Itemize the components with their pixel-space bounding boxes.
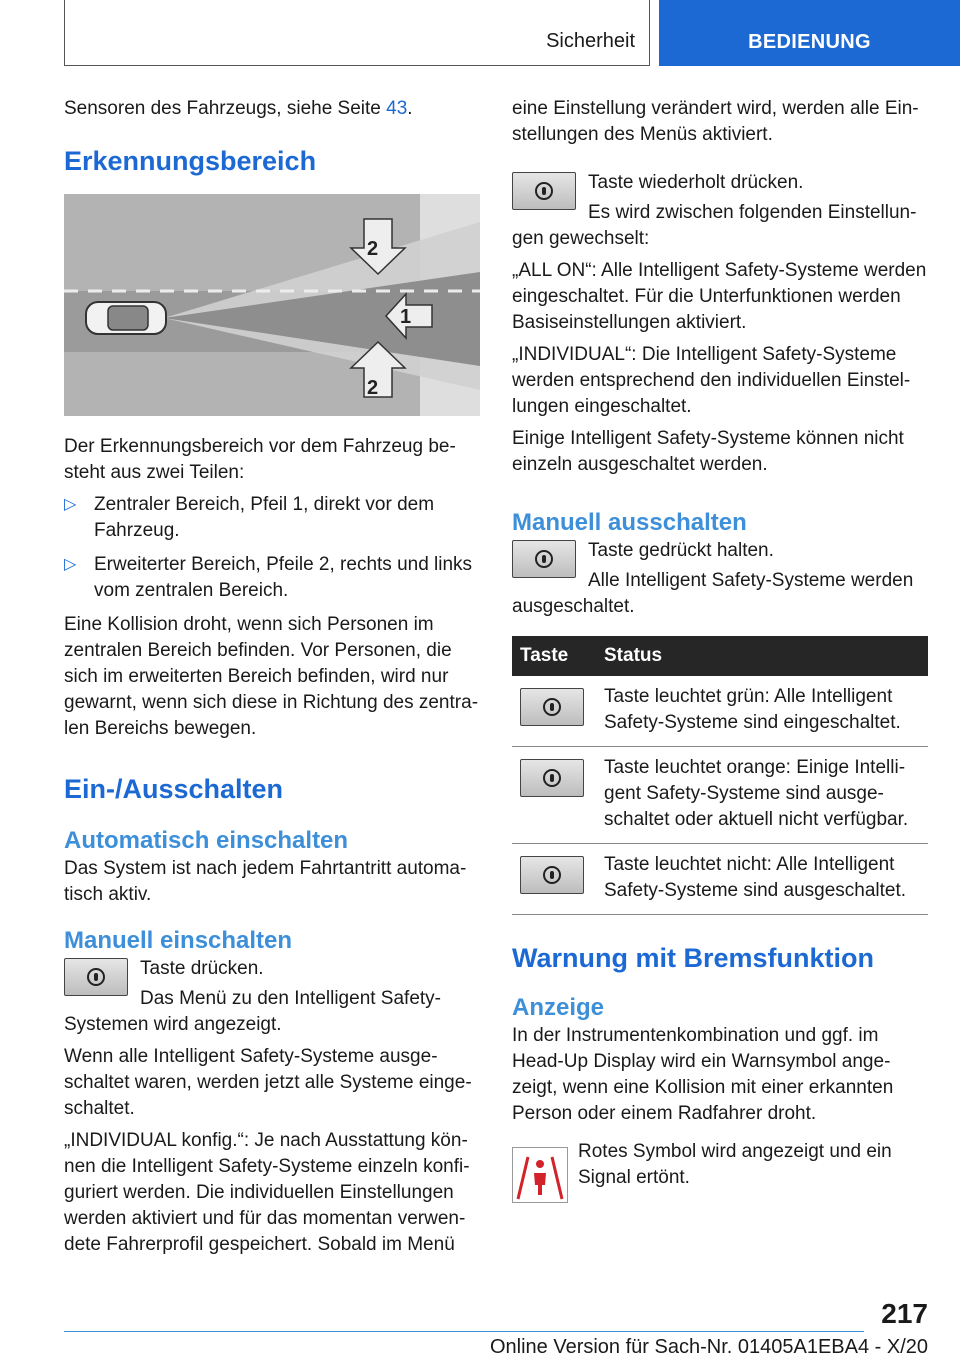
table-row <box>512 747 928 844</box>
intro-paragraph <box>64 96 482 122</box>
triangle-bullet-icon: ▷ <box>64 556 77 573</box>
erkennung-paragraph: Der Erkennungsbereich vor dem Fahrzeug besteht aus zwei Teilen: <box>64 436 456 483</box>
safety-button-icon <box>512 540 576 578</box>
table-header-status: Status <box>596 636 928 676</box>
footer-online-version: Online Version für Sach-Nr. 01405A1EBA4 - X/20 <box>489 1336 928 1358</box>
button-step-text: Taste gedrückt halten. <box>588 540 774 561</box>
individual-mode-paragraph: „INDIVIDUAL“: Die Intelligent Safety-Systeme werden entsprechend den individuellen Einstellungen eingeschaltet. <box>512 344 911 417</box>
page-number: 217 <box>881 1298 928 1329</box>
triangle-bullet-icon: ▷ <box>64 496 77 513</box>
safety-button-icon <box>64 958 128 996</box>
warning-symbol-row <box>512 1139 928 1219</box>
heading-anzeige: Anzeige <box>512 994 605 1021</box>
heading-ein-ausschalten: Ein-/Ausschalten <box>64 774 284 804</box>
button-instruction-on <box>64 956 482 1008</box>
detection-range-diagram <box>64 194 480 416</box>
button-step-text: Taste wiederholt drücken. <box>588 172 804 193</box>
table-row <box>512 844 928 915</box>
button-instruction-repeat <box>512 170 928 222</box>
status-cell: Taste leuchtet orange: Einige Intelligent Safety-Systeme sind ausgeschaltet oder aktuell nicht verfügbar. <box>596 747 928 844</box>
heading-automatisch-einschalten: Automatisch einschalten <box>64 827 349 854</box>
intro-text: Sensoren des Fahrzeugs, siehe Seite <box>64 98 387 119</box>
continuation-paragraph: eine Einstellung verändert wird, werden alle Einstellungen des Menüs aktiviert. <box>512 98 919 145</box>
button-step-detail: Das Menü zu den Intelligent Safety-Systemen wird angezeigt. <box>64 988 442 1035</box>
pedestrian-warning-icon <box>512 1147 568 1203</box>
alle-paragraph: Wenn alle Intelligent Safety-Systeme ausgeschaltet waren, werden jetzt alle Systeme eingeschaltet. <box>64 1046 472 1119</box>
safety-button-off-icon <box>520 856 584 894</box>
header-section-title: Sicherheit <box>546 30 635 52</box>
arrow-1-label: 1 <box>400 306 412 328</box>
safety-button-green-icon <box>520 688 584 726</box>
header-chapter-label: BEDIENUNG <box>748 31 871 53</box>
warning-symbol-text: Rotes Symbol wird angezeigt und ein Signal ertönt. <box>578 1141 892 1188</box>
status-cell: Taste leuchtet grün: Alle Intelligent Safety-Systeme sind eingeschaltet. <box>596 676 928 747</box>
header-chapter-tab <box>659 0 960 66</box>
individual-paragraph: „INDIVIDUAL konfig.“: Je nach Ausstattung können die Intelligent Safety-Systeme einzeln konfiguriert werden. Die individuellen Einstellungen werden aktiviert und für das momentan verwendete Fahrerprofil gespeichert. Sobald im Menü <box>64 1130 470 1255</box>
table-header-taste: Taste <box>512 636 596 676</box>
heading-warnung-bremsfunktion: Warnung mit Bremsfunktion <box>512 943 874 973</box>
button-step-detail: Es wird zwischen folgenden Einstellungen gewechselt: <box>512 202 917 249</box>
einige-paragraph: Einige Intelligent Safety-Systeme können nicht einzeln ausgeschaltet werden. <box>512 428 904 475</box>
button-status-table <box>512 636 928 915</box>
status-cell: Taste leuchtet nicht: Alle Intelligent Safety-Systeme sind ausgeschaltet. <box>596 844 928 915</box>
arrow-2-bottom-label: 2 <box>367 377 379 399</box>
anzeige-paragraph: In der Instrumentenkombination und ggf. im Head-Up Display wird ein Warnsymbol angezeigt, wenn eine Kollision mit einer erkannten Person oder einem Radfahrer droht. <box>512 1025 894 1124</box>
heading-manuell-einschalten: Manuell einschalten <box>64 927 293 954</box>
safety-button-icon <box>512 172 576 210</box>
heading-manuell-ausschalten: Manuell ausschalten <box>512 509 747 536</box>
button-step-text: Taste drücken. <box>140 958 264 979</box>
button-step-detail: Alle Intelligent Safety-Systeme werden ausgeschaltet. <box>512 570 914 617</box>
intro-end: . <box>407 98 413 119</box>
arrow-2-top-label: 2 <box>367 238 379 260</box>
list-item: ▷ Zentraler Bereich, Pfeil 1, direkt vor dem Fahrzeug. <box>64 494 435 541</box>
left-column <box>64 96 482 1264</box>
erkennung-list <box>64 492 482 604</box>
table-row <box>512 676 928 747</box>
heading-erkennungsbereich: Erkennungsbereich <box>64 146 317 176</box>
footer-divider <box>64 1331 864 1332</box>
button-instruction-off <box>512 538 928 590</box>
right-column <box>512 96 928 1219</box>
list-item: ▷ Erweiterter Bereich, Pfeile 2, rechts und links vom zentralen Bereich. <box>64 554 473 601</box>
page-reference-link[interactable]: 43 <box>386 98 408 119</box>
auto-paragraph: Das System ist nach jedem Fahrtantritt automatisch aktiv. <box>64 858 467 905</box>
safety-button-orange-icon <box>520 759 584 797</box>
all-on-paragraph: „ALL ON“: Alle Intelligent Safety-Systeme werden eingeschaltet. Für die Unterfunktionen werden Basiseinstellungen aktiviert. <box>512 260 927 333</box>
header-section-box <box>64 0 650 66</box>
kollision-paragraph: Eine Kollision droht, wenn sich Personen im zentralen Bereich befinden. Vor Personen, die sich im erweiterten Bereich befinden, wird nur gewarnt, wenn sich diese in Richtung des zentralen Bereichs bewegen. <box>64 614 479 739</box>
